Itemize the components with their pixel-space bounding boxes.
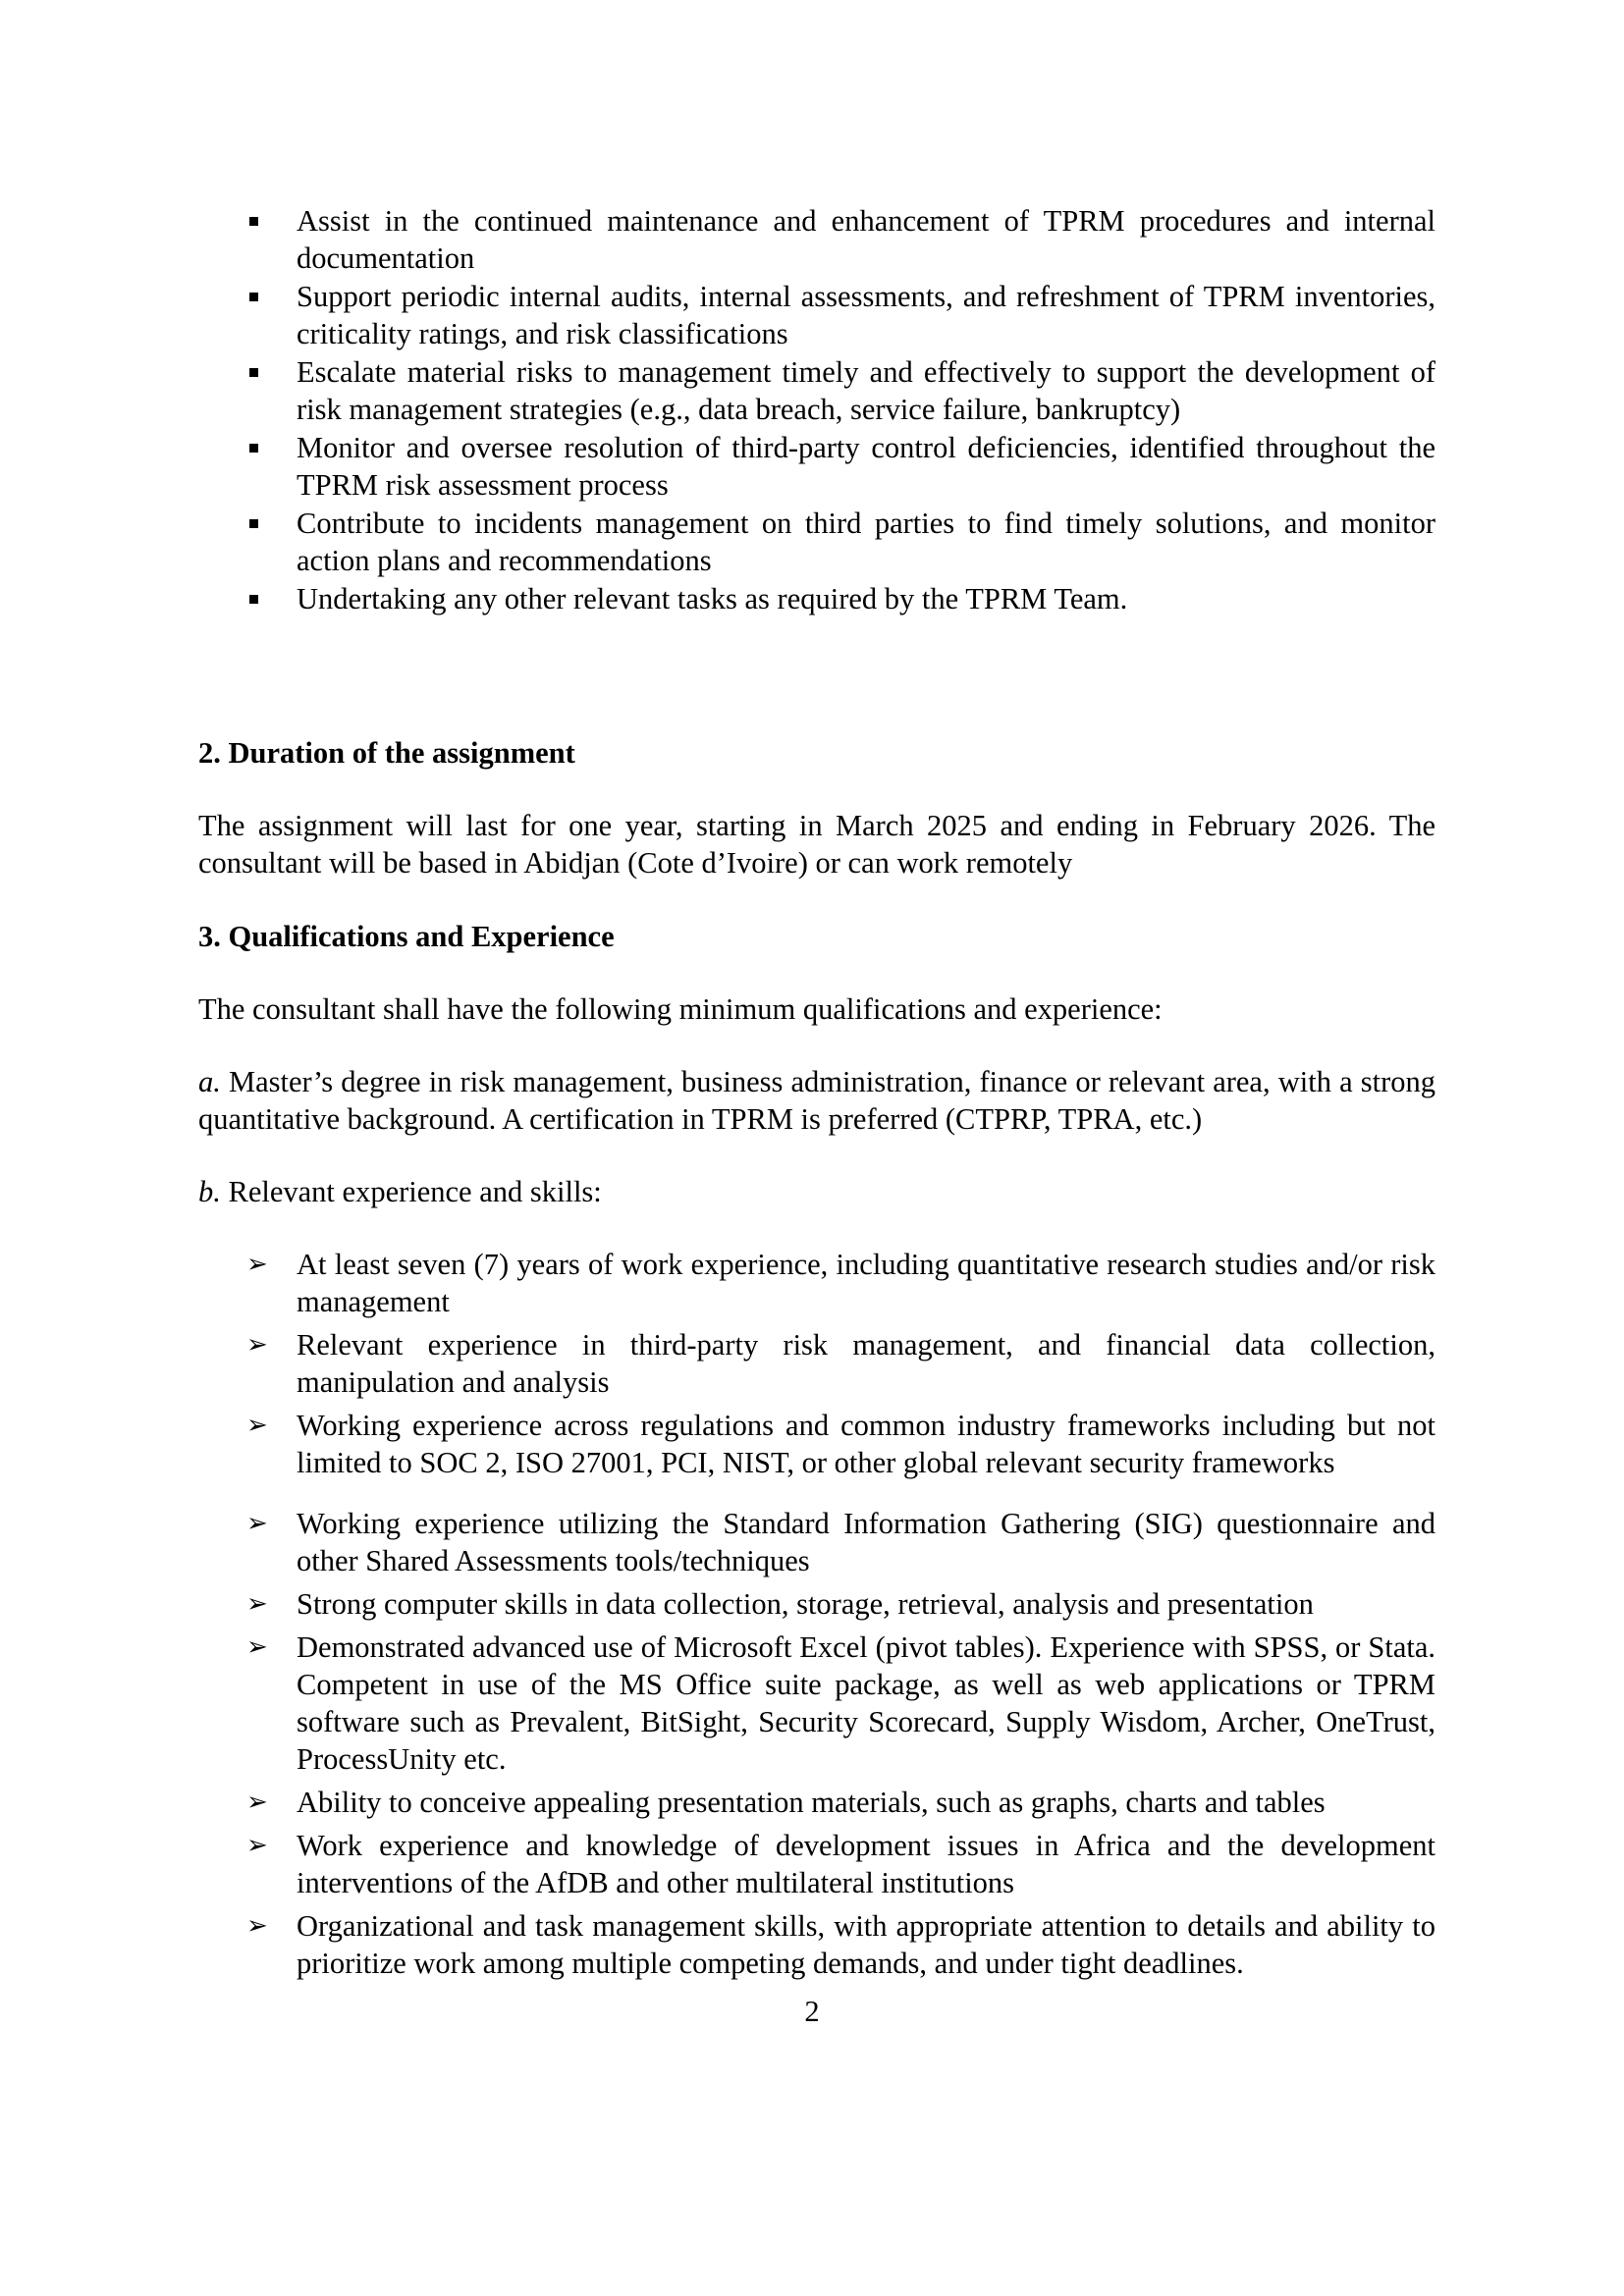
square-bullet-icon [249,444,258,453]
list-item: ➢ Relevant experience in third-party risk management, and financial data collection, manipulation and analysis [246,1328,1435,1399]
skills-list-part-1 [0,1246,1435,1481]
list-item: ➢ Ability to conceive appealing presentation materials, such as graphs, charts and tables [246,1786,1326,1819]
arrow-bullet-icon: ➢ [246,1831,268,1860]
list-item: ➢ Strong computer skills in data collection, storage, retrieval, analysis and presentation [246,1587,1314,1621]
list-item: Support periodic internal audits, internal assessments, and refreshment of TPRM inventories, criticality ratings, and risk classifications [0,278,1435,352]
arrow-bullet-icon: ➢ [246,1411,268,1440]
arrow-bullet-icon: ➢ [246,1509,268,1538]
section-2-heading: 2. Duration of the assignment [198,736,575,770]
section-2-text: The assignment will last for one year, starting in March 2025 and ending in February 2026. The consultant will be based in Abidjan (Cote d’Ivoire) or can work remotely [198,809,1435,880]
list-item: Undertaking any other relevant tasks as required by the TPRM Team. [0,580,1435,617]
qualification-a [198,1063,1435,1138]
arrow-bullet-icon: ➢ [246,1788,268,1817]
list-item: ➢ At least seven (7) years of work experience, including quantitative research studies and/or risk management [246,1248,1435,1318]
list-item: Assist in the continued maintenance and enhancement of TPRM procedures and internal documentation [0,202,1435,277]
qualification-b-text: Relevant experience and skills: [220,1175,602,1208]
arrow-bullet-icon: ➢ [246,1632,268,1662]
square-bullet-icon [249,293,258,301]
arrow-bullet-icon: ➢ [246,1330,268,1360]
qualification-a-marker: a. [198,1065,221,1098]
page-number: 2 [804,1995,820,2028]
square-bullet-icon [249,217,258,226]
list-item: Escalate material risks to management timely and effectively to support the development of risk management strategies (e.g., data breach, service failure, bankruptcy) [0,353,1435,428]
arrow-bullet-icon: ➢ [246,1911,268,1941]
arrow-bullet-icon: ➢ [246,1250,268,1279]
list-item: ➢ Working experience utilizing the Standard Information Gathering (SIG) questionnaire and other Shared Assessments tools/techniques [246,1507,1435,1577]
responsibilities-list [0,202,1435,618]
section-3-heading: 3. Qualifications and Experience [198,920,615,953]
square-bullet-icon [249,595,258,604]
list-item: ➢ Organizational and task management skills, with appropriate attention to details and ability to prioritize work among multiple competing demands, and under tight deadlines. [246,1909,1435,1980]
qualification-b-marker: b. [198,1175,221,1208]
arrow-bullet-icon: ➢ [246,1589,268,1619]
list-item: Monitor and oversee resolution of third-party control deficiencies, identified throughout the TPRM risk assessment process [0,429,1435,504]
qualification-b [198,1173,1435,1210]
qualification-a-text: Master’s degree in risk management, business administration, finance or relevant area, with a strong quantitative background. A certification in TPRM is preferred (CTPRP, TPRA, etc.) [198,1065,1435,1136]
list-item: Contribute to incidents management on third parties to find timely solutions, and monitor action plans and recommendations [0,505,1435,579]
section-3-intro: The consultant shall have the following minimum qualifications and experience: [198,992,1163,1026]
list-item: ➢ Work experience and knowledge of development issues in Africa and the development interventions of the AfDB and other multilateral institutions [246,1829,1435,1899]
list-item: ➢ Demonstrated advanced use of Microsoft Excel (pivot tables). Experience with SPSS, or Stata. Competent in use of the MS Office suite package, as well as web applications or TPRM software such as Prevalent, BitSight, Security Scorecard, Supply Wisdom, Archer, OneTrust, ProcessUnity etc. [246,1630,1435,1776]
skills-list-part-2 [0,1505,1435,1982]
list-item: ➢ Working experience across regulations and common industry frameworks including but not limited to SOC 2, ISO 27001, PCI, NIST, or other global relevant security frameworks [246,1409,1435,1479]
square-bullet-icon [249,368,258,377]
square-bullet-icon [249,519,258,528]
